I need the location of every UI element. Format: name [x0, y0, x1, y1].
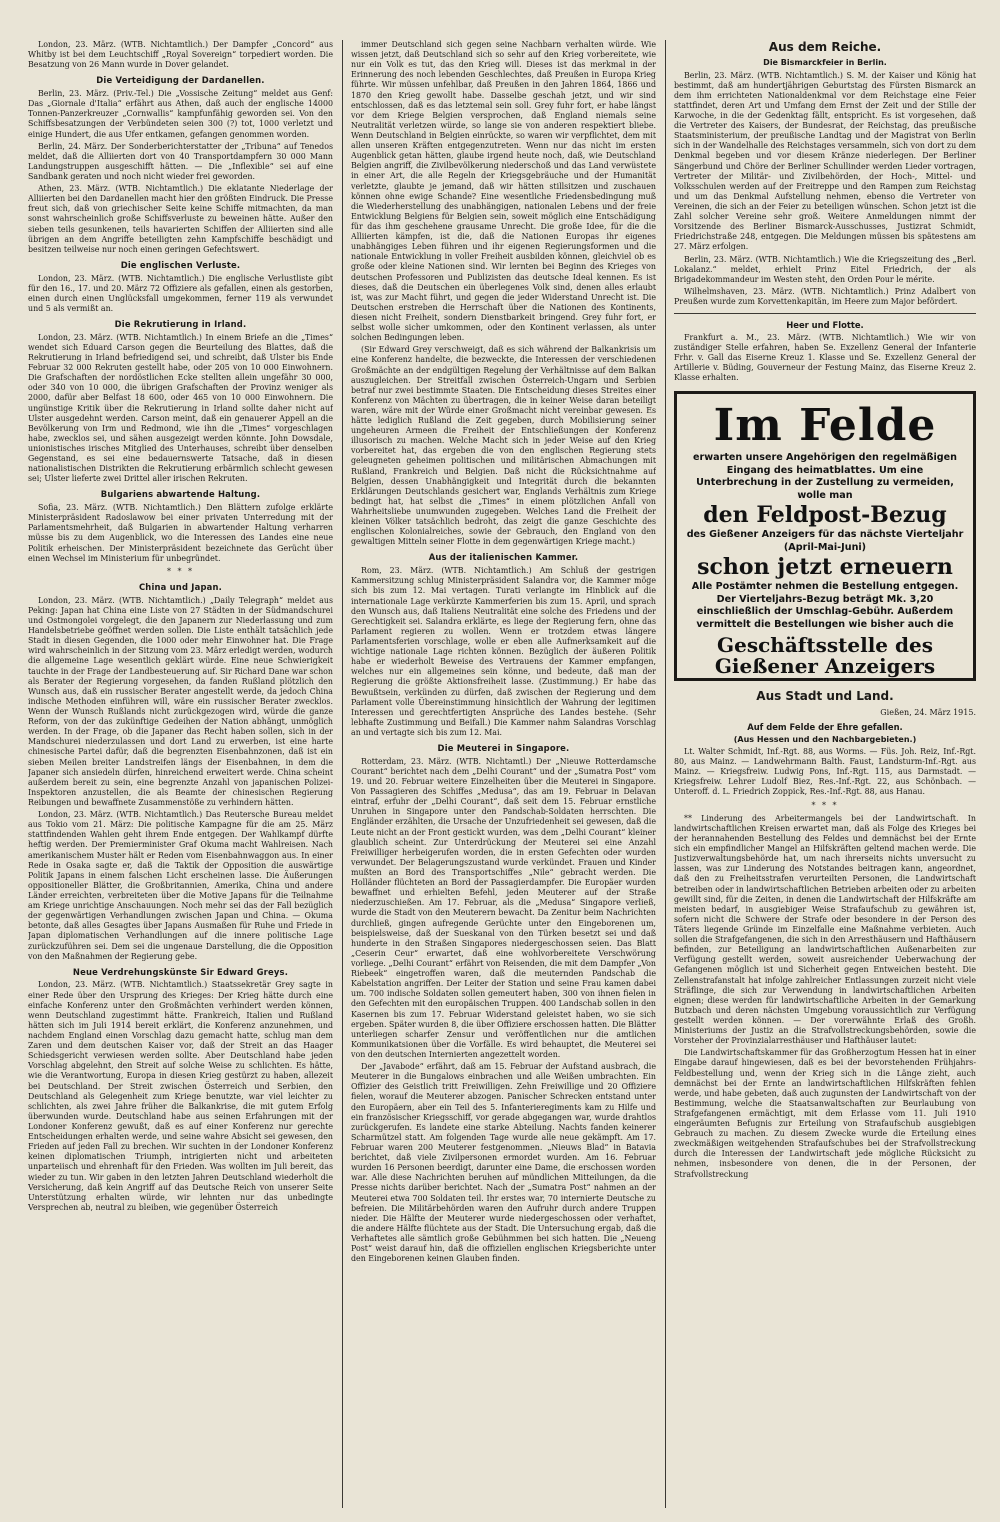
article-paragraph: Die Landwirtschaftskammer für das Großherzogtum Hessen hat in einer Eingabe darauf hingewiesen, daß es bei der bevorstehenden Frühjahrs-Feldbestellung und, wenn der Krieg sich in die Länge zieht, auch demnächst bei der Ernte an landwirtschaftlichen Hilfskräften fehlen werde, und habe gebeten, daß auch zugunsten der Landwirtschaft von der Bestimmung, welche die Staatsanwaltschaften zur Beurlaubung von Strafgefangenen ermächtigt, mit dem Erlasse vom 11. Juli 1910 eingeräumten Befugnis zur Erteilung von Strafaufschub ausgiebigen Gebrauch zu machen. Zu diesem Zwecke wurde die Erteilung eines zweckmäßigen weitgehenden Strafaufschubes bei der Strafvollstreckung durch die Interessen der Landwirtschaft jede mögliche Rücksicht zu nehmen, insbesondere von denen, die in der Personen, der Strafvollstreckung	[674, 1048, 976, 1179]
article-heading: Auf dem Felde der Ehre gefallen.	[747, 722, 903, 732]
column-1	[28, 40, 333, 1508]
article-paragraph: Rotterdam, 23. März. (WTB. Nichtamtl.) Der „Nieuwe Rotterdamsche Courant“ berichtet nach dem „Delhi Courant“ und der „Sumatra Post“ vom 19. und 20. Februar weitere Einzelheiten über die Meuterei in Singapore. Von Passagieren des Schiffes „Medusa“, das am 19. Februar in Delavan eintraf, erfuhr der „Delhi Courant“, daß seit dem 15. Februar ernstliche Unruhen in Singapore unter den Pandschab-Soldaten herrschten. Die Engländer erzählten, die Ursache der Unzufriedenheit sei gewesen, daß die Leute nicht an der Front gestickt wurden, was dem „Delhi Courant“ kleiner glaublich scheint. Zur Unterdrückung der Meuterei sei eine Anzahl Freiwilliger herbeigerufen worden, die in ersten Gefechten oder wurden verwundet. Der Belagerungszustand wurde verkündet. Frauen und Kinder mußten an Bord des Transportschiffes „Nile“ gebracht werden. Die Holländer flüchteten an Bord der Passagierdampfer. Die Europäer wurden bewaffnet und erhielten Befehl, jeden Meuterer auf der Straße niederzuschießen. Am 17. Februar, als die „Medusa“ Singapore verließ, wurde die Stadt von den Meuterern bewacht. Da Zenitur beim Nachrichten durchließ, gingen aufregende Gerüchte unter den Eingeborenen um, beispielsweise, daß der Sueskanal von den Türken besetzt sei und daß hunderte in den Straßen Singapores niedergeschossen seien. Das Blatt „Ceserin Ceur“ erwartet, daß eine wohlvorbereitete Verschwörung vorliege. „Delhi Courant“ erfährt von Reisenden, die mit dem Dampfer „Von Riebeek“ eingetroffen waren, daß die meuternden Pandschab die Kabelstation angriffen. Der Leiter der Station und seine Frau kamen dabei um. 700 indische Soldaten sollen gemeutert haben, 300 von ihnen fielen in den Gefechten mit den europäischen Truppen. 400 Landschab sollen in den Kasernen bis zum 17. Februar Widerstand geleistet haben, wo sie sich ergeben. Später wurden 8, die über Offiziere erschossen hatten. Die Blätter unterliegen scharfer Zensur und veröffentlichen nur die amtlichen Kommunikatsionen über die Vorfälle. Es wird behauptet, die Meuterei sei von den deutschen Internierten angezettelt worden.	[351, 756, 656, 1059]
article-paragraph: (Sir Edward Grey verschweigt, daß es sich während der Balkankrisis um eine Konferenz handelte, die bezweckte, die Interessen der verschiedenen Großmächte an der endgültigen Regelung der Verhältnisse auf dem Balkan auszugleichen. Der Streitfall zwischen Österreich-Ungarn und Serbien betraf nur zwei bestimmte Staaten. Die Entscheidung dieses Streites einer Konferenz von Mächten zu übertragen, die in keiner Weise daran beteiligt waren, wäre mit der Würde einer Großmacht nicht vereinbar gewesen. Es hätte lediglich Rußland die Zeit gegeben, durch Mobilisierung seiner ungeheuren Armeen die Freiheit der Entschließungen der Konferenz illusorisch zu machen. Welche Macht sich in jeder Weise auf den Krieg vorbereitet hat, das ergeben die von den englischen Regierung stets geleugneten geheimen politischen und militärischen Abmachungen mit Rußland, Frankreich und Belgien. Daß nicht die Rücksichtnahme auf Belgien, dessen Unabhängigkeit und Integrität durch die bekannten Erklärungen Deutschlands gesichert war, Englands Verhältnis zum Kriege bedingt hat, hat selbst die „Times“ in einem plötzlichen Anfall von Wahrheitsliebe unumwunden zugegeben. Welches Land die Freiheit der kleinen Völker tatsächlich bedroht, das zeigt die ganze Geschichte des englischen Kolonialreiches, sowie der Gebrauch, den England von den gewaltigen Mitteln seiner Flotte in dem gegenwärtigen Kriege macht.)	[351, 345, 656, 547]
dateline: Gießen, 24. März 1915.	[880, 707, 976, 717]
column-3	[674, 40, 976, 1508]
ad-headline: Im Felde	[713, 400, 937, 452]
article-paragraph: London, 23. März. (WTB. Nichtamtlich.) Der Dampfer „Concord“ aus Whitby ist bei dem Leuchtschiff „Royal Sovereign“ torpediert worden. Die Besatzung von 26 Mann wurde in Dover gelandet.	[28, 40, 333, 70]
ad-geschaeftsstelle: Geschäftsstelle des Gießener Anzeigers	[714, 633, 936, 679]
column-2	[351, 40, 656, 1508]
article-paragraph: London, 23. März. (WTB. Nichtamtlich.) Das Reutersche Bureau meldet aus Tokio vom 21. März: Die politische Kampagne für die am 25. März stattfindenden Wahlen geht ihrem Ende entgegen. Der Wahlkampf dürfte heftig werden. Der Premierminister Graf Okuma macht Wahlreisen. Nach amerikanischem Muster hält er Reden vom Eisenbahnwaggon aus. In einer Rede in Osaka sagte er, daß die Taktik der Opposition die auswärtige Politik Japans in einem falschen Licht erscheinen lasse. Die Äußerungen oppositioneller Blätter, die Großbritannien, Amerika, China und andere Länder erreichten, verbreiteten über die Motive Japans für die Teilnahme am Kriege unrichtige Anschauungen. Noch mehr sei das der Fall bezüglich der gegenwärtigen Verhandlungen zwischen Japan und China. — Okuma betonte, daß alles Gesagtes über Japans Ausmaßen für Ruhe und Friede in Japan diplomatischen Verhandlungen auf die innere politische Lage zurückzuführen sei. Dem sei die ungenaue Darstellung, die die Opposition von den Maßnahmen der Regierung gebe.	[28, 810, 333, 961]
column-rule-1	[342, 40, 343, 1508]
section-heer-und-flotte	[674, 320, 976, 383]
article-heading: Die englischen Verluste.	[120, 259, 241, 270]
separator-stars: * * *	[166, 566, 195, 576]
article-paragraph: Berlin, 23. März. (WTB. Nichtamtlich.) S. M. der Kaiser und König hat bestimmt, daß am hundertjährigen Geburtstag des Fürsten Bismarck an dem ihm errichteten Nationaldenkmal vor dem Reichstage eine Feier stattfindet, deren Art und Umfang dem Ernst der Zeit und der Stille der Karwoche, in die der Gedenktag fällt, entspricht. Es ist vorgesehen, daß die Vertreter des Kaisers, der Bundesrat, der Reichstag, das preußische Staatsministerium, der preußische Landtag und der Magistrat von Berlin sich in der Wandelhalle des Reichstages versammeln, sich von dort zu dem Denkmal begeben und vor diesem Kränze niederlegen. Der Berliner Sängerbund und Chöre der Berliner Schullinder werden Lieder vortragen, Vertreter der Militär- und Zivilbehörden, der Hoch-, Mittel- und Volksschulen werden auf der Freitreppe und den Rampen zum Reichstag und um das Denkmal Aufstellung nehmen, ebenso die Vertreter von Vereinen, die sich an der Feier zu beteiligen wünschen. Schon jetzt ist die Zahl solcher Vereine sehr groß. Weitere Anmeldungen nimmt der Vorsitzende des Berliner Bismarck-Ausschusses, Justizrat Schmidt, Friedrichstraße 248, entgegen. Die Meldungen müssen bis spätestens am 27. März erfolgen.	[674, 70, 976, 252]
article-subheading: (Aus Hessen und den Nachbargebieten.)	[733, 734, 917, 744]
article-paragraph: immer Deutschland sich gegen seine Nachbarn verhalten würde. Wie wissen jetzt, daß Deutschland sich so sehr auf den Krieg vorbereitete, wie nur ein Volk es tut, das den Krieg will. Dieses ist das merkmal in der Erinnerung des noch lebenden Geschlechtes, daß Preußen in Europa Krieg führte. Wir müssen unfehlbar, daß Preußen in den Jahren 1864, 1866 und 1870 den Krieg gewollt habe. Dasselbe geschah jetzt, und wir sind entschlossen, daß es das letztemal sein soll. Grey fuhr fort, er habe längst vor dem Kriege Belgien versprochen, daß England niemals seine Neutralität verletzen würde, so lange sie von anderen respektiert bliebe. Wenn Deutschland in Belgien einrückte, so waren wir verpflichtet, dem mit allen unseren Kräften entgegenzutreten. Wenn nur das nicht im ersten Augenblick getan hätten, glaube irgend heute noch, daß, wie Deutschland Belgien angriff, die Zivilbevölkerung niederschoß und das Land verwüstete in einer Art, die alle Regeln der Kriegsgebräuche und der Humanität verletzte, glaubte je jemand, daß wir hätten stillsitzen und zuschauen können ohne ewige Schande? Eine wesentliche Friedensbedingung muß die Wiederherstellung des unabhängigen, nationalen Lebens und der freie Entwicklung Belgiens für Belgien sein, soweit möglich eine Entschädigung für das ihm geschehene grausame Unrecht. Die große Idee, für die die Alliierten kämpfen, ist die, daß die Nationen Europas ihr eigenes unabhängiges Leben führen und ihr eigenen Regierungsformen und die nationale Entwicklung in voller Freiheit ausbilden können, gleichviel ob es große oder kleine Nationen sind. Wir lernten bei Beginn des Krieges von deutschen Professoren und Publizisten das deutsche Ideal kennen. Es ist dieses, daß die Deutschen ein überlegenes Volk sind, denen alles erlaubt ist, was zur Macht führt, und gegen die jeder Widerstand Unrecht ist. Die Deutschen erstreben die Herrschaft über die Nationen des Kontinents, diesen nicht Freiheit, sondern Dienstbarkeit bringend. Grey fuhr fort, er selbst wolle sicher umkommen, oder den Kontinent verlassen, als unter solchen Bedingungen leben.	[351, 40, 656, 343]
section-heading: Aus Stadt und Land.	[756, 689, 894, 704]
column-rule-2	[665, 40, 666, 1508]
article-heading: Heer und Flotte.	[786, 320, 864, 331]
article-heading: Neue Verdrehungskünste Sir Edward Greys.	[72, 966, 289, 977]
section-aus-stadt-und-land	[674, 689, 976, 1179]
article-heading: Bulgariens abwartende Haltung.	[100, 489, 261, 500]
article-paragraph: Der „Javabode“ erfährt, daß am 15. Februar der Aufstand ausbrach, die Meuterer in die Bungalows einbrachen und alle Weißen umbrachten. Ein Offizier des Geistlich tritt Freiwilligen. Zehn Freiwillige und 20 Offiziere fielen, worauf die Meuterer abzogen. Panischer Schrecken entstand unter den Europäern, aber ein Teil des 5. Infanterieregiments kam zu Hilfe und ein französischer Kriegsschiff, vor gerade abgegangen war, wurde drahtlos zurückgerufen. Es landete eine starke Abteilung. Nachts fanden keinerer Scharmützel statt. Am folgenden Tage wurde alle neue gekämpft. Am 17. Februar waren 200 Meuterer festgenommen. „Nieuws Blad“ in Batavia berichtet, daß viele Zivilpersonen ermordet wurden. Am 16. Februar wurden 16 Personen beerdigt, darunter eine Dame, die erschossen worden war. Alle diese Nachrichten beruhen auf mündlichen Mitteilungen, da die Presse nichts darüber berichtet. Nach der „Sumatra Post“ nahmen an der Meuterei etwa 700 Soldaten teil. Ihr erstes war, 70 internierte Deutsche zu befreien. Die Militärbehörden waren den Aufruhr durch andere Truppen nieder. Die Hälfte der Meuterer wurde niedergeschossen oder verhaftet, die andere Hälfte flüchtete aus der Stadt. Die Untersuchung ergab, daß die Verhaftetes alle sämtlich große Gebühmmen bei sich hatten. Die „Neueng Post“ weist darauf hin, daß die offiziellen englischen Kriegsberichte unter den Eingeborenen keinen Glauben finden.	[351, 1062, 656, 1264]
article-heading: Aus der italienischen Kammer.	[428, 552, 579, 563]
article-paragraph: Berlin, 23. März. (Priv.-Tel.) Die „Vossische Zeitung“ meldet aus Genf: Das „Giornale d'Italia“ erfährt aus Athen, daß auch der englische 14000 Tonnen-Panzerkreuzer „Cornwallis“ kampfunfähig geworden sei. Von den Schiffsbesatzungen der Verbündeten seien 300 (?) tot, 1000 verletzt und einige Hundert, die aus Ufer entkamen, gefangen genommen worden.	[28, 89, 333, 139]
article-paragraph: London, 23. März. (WTB. Nichtamtlich.) „Daily Telegraph“ meldet aus Peking: Japan hat China eine Liste von 27 Städten in der Südmandschurei und Ostmongolei vorgelegt, die den Japanern zur Niederlassung und zum Handelsbetriebe geöffnet werden sollen. Die Liste enthält tatsächlich jede Stadt in diesen Gegenden, die 1000 oder mehr Einwohner hat. Die Frage wird wahrscheinlich in der Sitzung vom 23. März erledigt werden, wodurch die allgemeine Lage wesentlich geklärt würde. Eine neue Schwierigkeit tauchte in der Frage der Landbesteuerung auf. Sir Richard Dane war schon als Berater der Regierung vorgesehen, da fanden Rußland plötzlich den Wunsch aus, daß ein russischer Berater angestellt werde, da jedoch China indische Methoden einführen will, wäre ein russischer Berater zwecklos. Wenn der Wunsch Rußlands nicht zurückgezogen wird, würde die ganze Reform, von der das zukünftige Gedeihen der Nation abhängt, unmöglich werden. In der Frage, ob die Japaner das Recht haben sollen, sich in der Mandschurei niederzulassen und dort Land zu erwerben, ist eine harte chinesische Partei dafür, daß die begrenzten Eisenbahnzonen, daß ist ein sieben Meilen breiter Landstreifen längs der Eisenbahnen, in dem die Japaner sich ansiedeln dürfen, hinreichend erweitert werde. China scheint außerdem bereit zu sein, eine begrenzte Anzahl von japanischen Polizei-Inspektoren anzustellen, die als Beamte der chinesischen Regierung Reibungen und bewaffnete Zusammenstöße zu verhindern hätten.	[28, 595, 333, 807]
section-heading: Aus dem Reiche.	[768, 40, 882, 54]
article-paragraph: London, 23. März. (WTB. Nichtamtlich.) In einem Briefe an die „Times“ wendet sich Eduard Carson gegen die Beurteilung des Blattes, daß die Rekrutierung in Irland befriedigend sei, und schreibt, daß Ulster bis Ende Februar 32 000 Rekruten gestellt habe, oder 205 von 10 000 Einwohnern. Die Grafschaften der nordöstlichen Ecke stellten allein ungefähr 30 000, oder 340 von 10 000, die übrigen Grafschaften der Provinz weniger als 2000, dafür aber Belfast 18 600, oder 465 von 10 000 Einwohnern. Die ungünstige Kritik über die Rekrutierung in Irland sollte daher nicht auf Ulster ausgedehnt werden. Carson meint, daß ein genauerer Appell an die Bevölkerung von Irm und Redmond, wie ihn die „Times“ vorgeschlagen habe, zwecklos sei, und sähen ausgezeigt werden könnte. John Dowsdale, unionistisches irisches Mitglied des Unterhauses, schreibt über denselben Gegenstand, es sei eine bedauernswerte Tatsache, daß in diesen nationalistischen Distrikten die Rekrutierung erbärmlich schlecht gewesen sei; Ulster lieferte zwei Drittel aller irischen Rekruten.	[28, 332, 333, 484]
article-subheading: Die Bismarckfeier in Berlin.	[763, 58, 887, 68]
article-paragraph: Berlin, 23. März. (WTB. Nichtamtlich.) Wie die Kriegszeitung des „Berl. Lokalanz.“ meldet, erhielt Prinz Eitel Friedrich, der als Brigadekommandeur im Westen steht, den Orden Pour le mérite.	[674, 254, 976, 284]
ad-feldpost-bezug: den Feldpost-Bezug	[703, 502, 947, 529]
article-paragraph: Rom, 23. März. (WTB. Nichtamtlich.) Am Schluß der gestrigen Kammersitzung schlug Ministerpräsident Salandra vor, die Kammer möge sich bis zum 12. Mai vertagen. Turati verlangte im Hinblick auf die internationale Lage verkürzte Kammerferien bis zum 15. April, und sprach den Wunsch aus, daß Italiens Neutralität eine solche des Friedens und der Gerechtigkeit sei. Salandra erklärte, es liege der Regierung fern, ohne das Parlament regieren zu wollen. Wenn er trotzdem etwas längere Parlamentsferien vorschlage, wolle er eben alle Aufmerksamkeit auf die wichtige nationale Lage richten können. Bezüglich der äußeren Politik habe er wiederholt Beweise des Vertrauens der Kammer empfangen, welches nur ein allgemeines sein könne, und bedeute, daß man der Regierung die größte Aktionsfreiheit lasse. (Zustimmung.) Er habe das Bewußtsein, verkünden zu dürfen, daß zwischen der Regierung und dem Parlament volle Übereinstimmung hinsichtlich der Wahrung der legitimen Interessen und gerechtfertigten Ansprüche des Landes bestehe. (Sehr lebhafte Zustimmung und Beifall.) Die Kammer nahm Salandras Vorschlag an und vertagte sich bis zum 12. Mai.	[351, 566, 656, 737]
article-paragraph: Lt. Walter Schmidt, Inf.-Rgt. 88, aus Worms. — Füs. Joh. Reiz, Inf.-Rgt. 80, aus Mainz. — Landwehrmann Balth. Faust, Landsturm-Inf.-Rgt. aus Mainz. — Kriegsfreiw. Ludwig Pons, Inf.-Rgt. 115, aus Darmstadt. — Kriegsfreiw. Lehrer Ludolf Biez, Res.-Inf.-Rgt. 22, aus Schönbach. — Unteroff. d. L. Friedrich Zoppick, Res.-Inf.-Rgt. 88, aus Hanau.	[674, 746, 976, 797]
ad-schon-jetzt: schon jetzt erneuern	[697, 554, 953, 581]
article-paragraph: Sofia, 23. März. (WTB. Nichtamtlich.) Den Blättern zufolge erklärte Ministerpräsident Radoslawow bei einer privaten Unterredung mit der Parlamentsmehrheit, daß Bulgarien in abwartender Haltung verharren müsse bis zu dem Augenblick, wo die Interessen des Landes eine neue Politik erheischen. Der Ministerpräsident bezeichnete das Gerücht über einen Wechsel im Ministerium für unbegründet.	[28, 503, 333, 563]
article-paragraph: Athen, 23. März. (WTB. Nichtamtlich.) Die eklatante Niederlage der Alliierten bei den Dardanellen macht hier den größten Eindruck. Die Presse freut sich, daß von griechischer Seite keine Schiffe mitmachten, da man sonst wahrscheinlich große Schiffsverluste zu beweinen hätte. Außer den sieben teils gesunkenen, teils havarierten Schiffen der Alliierten sind alle übrigen an dem Angriffe beteiligten zehn Kampfschiffe beschädigt und besitzen teilweise nur noch einen geringen Gefechtswert.	[28, 184, 333, 254]
article-paragraph: ** Linderung des Arbeitermangels bei der Landwirtschaft. In landwirtschaftlichen Kreisen erwartet man, daß als Folge des Krieges bei der herannahenden Bestellung des Feldes und demnächst bei der Ernte sich ein empfindlicher Mangel an Hilfskräften geltend machen werde. Die Justizverwaltungsbehörde hat, um nach ihrerseits nichts unversucht zu lassen, was zur Linderung des Notstandes beitragen kann, angeordnet, daß den zu Freiheitsstrafen verurteilten Personen, die Landwirtschaft betreiben oder in landwirtschaftlichen Betrieben arbeiten oder zu arbeiten gewillt sind, für die Zeiten, in denen die Landwirtschaft der Hilfskräfte am meisten bedarf, in ausgiebiger Weise Strafaufschub zu gewähren ist, sofern nicht die Schwere der Strafe oder besondere in der Person des Täters liegende Gründe im Einzelfalle eine Maßnahme verbieten. Auch sollen die Strafgefangenen, die sich in den Arresthäusern und Hafthäusern befinden, zur Beteiligung an landwirtschaftlichen Außenarbeiten zur Verfügung gestellt werden, soweit ausreichender Ueberwachung der Gefangenen möglich ist und Sicherheit gegen Entweichen besteht. Die Zellenstrafanstalt hat infolge zahlreicher Entlassungen zurzeit nicht viele Sträflinge, die sich zur Verwendung in landwirtschaftlichen Arbeiten eignen; diese werden für landwirtschaftliche Arbeiten in der Gemarkung Butzbach und deren nächsten Umgebung voraussichtlich zur Verfügung gestellt werden können. — Der vorerwähnte Erlaß des Großh. Ministeriums der Justiz an die Strafvollstreckungsbehörden, sowie die Vorsteher der Provinzialarresthäuser und Hafthäuser lautet:	[674, 813, 976, 1046]
article-heading: Die Rekrutierung in Irland.	[114, 319, 247, 330]
article-heading: Die Meuterei in Singapore.	[437, 743, 570, 754]
section-aus-dem-reiche	[674, 40, 976, 307]
article-paragraph: Frankfurt a. M., 23. März. (WTB. Nichtamtlich.) Wie wir von zuständiger Stelle erfahren, haben Se. Exzellenz General der Infanterie Frhr. v. Gall das Eiserne Kreuz 1. Klasse und Se. Exzellenz General der Artillerie v. Büding, Gouverneur der Festung Mainz, das Eiserne Kreuz 2. Klasse erhalten.	[674, 332, 976, 383]
feldpost-advertisement	[674, 391, 976, 681]
article-heading: Die Verteidigung der Dardanellen.	[96, 75, 265, 86]
divider	[674, 313, 976, 314]
ad-text-3: Alle Postämter nehmen die Bestellung entgegen. Der Vierteljahrs-Bezug beträgt Mk. 3,20 einschließlich der Umschlag-Gebühr. Außerdem vermittelt die Bestellungen wie bisher auch die	[691, 581, 959, 630]
ad-text-1: erwarten unsere Angehörigen den regelmäßigen Eingang des heimatblattes. Um eine Unterbrechung in der Zustellung zu vermeiden, wolle man	[693, 452, 957, 501]
separator-stars: * * *	[811, 800, 839, 810]
article-paragraph: Berlin, 24. März. Der Sonderberichterstatter der „Tribuna“ auf Tenedos meldet, daß die Alliierten dort von 40 Transportdampfern 30 000 Mann Landungstruppen ausgeschifft hätten. — Die „Inflexible“ sei auf eine Sandbank geraten und noch nicht wieder frei geworden.	[28, 141, 333, 181]
ad-text-2: des Gießener Anzeigers für das nächste Vierteljahr (April-Mai-Juni)	[686, 529, 964, 553]
article-paragraph: Wilhelmshaven, 23. März. (WTB. Nichtamtlich.) Prinz Adalbert von Preußen wurde zum Korvettenkapitän, im Heere zum Major befördert.	[674, 286, 976, 306]
article-paragraph: London, 23. März. (WTB. Nichtamtlich.) Die englische Verlustliste gibt für den 16., 17. und 20. März 72 Offiziere als gefallen, einen als gestorben, einen durch einen Unglücksfall umgekommen, ferner 119 als verwundet und 5 als vermißt an.	[28, 273, 333, 313]
article-heading: China und Japan.	[138, 582, 223, 593]
article-paragraph: London, 23. März. (WTB. Nichtamtlich.) Staatssekretär Grey sagte in einer Rede über den Ursprung des Krieges: Der Krieg hätte durch eine einfache Konferenz unter den Großmächten verhindert werden können, wenn Deutschland zugestimmt hätte. Frankreich, Italien und Rußland hätten sich im Juli 1914 bereit erklärt, die Konferenz anzunehmen, und nachdem England einen Vorschlag dazu gemacht hatte, schlug man dem Zaren und dem deutschen Kaiser vor, daß der Streit an das Haager Schiedsgericht verwiesen werden sollte. Aber Deutschland habe jeden Vorschlag abgelehnt, den Streit auf solche Weise zu schlichten. Es hätte, wie die Verantwortung, Europa in diesen Krieg gestürzt zu haben, allezeit bei Deutschland. Der Streit zwischen Österreich und Serbien, den Deutschland als Gelegenheit zum Kriege benutzte, war viel leichter zu schlichten, als zwei Jahre früher die Balkankrise, die mit gutem Erfolg überwunden wurde. Deutschland habe aus seinen Erfahrungen mit der Londoner Konferenz gewußt, daß es auf einer Konferenz nur gerechte Entscheidungen erhalten werde, und seine wahre Absicht sei gewesen, den Frieden auf jeden Fall zu brechen. Wir suchten in der Londoner Konferenz keinen diplomatischen Triumph, intrigierten nicht und arbeiteten unparteiisch und ehrenhaft für den Frieden. Was wollten im Juli bereit, das wieder zu tun. Wir gaben in den letzten Jahren Deutschland wiederholt die Versicherung, daß kein Angriff auf das Deutsche Reich von unserer Seite Unterstützung erhalten würde, wir lehnten nur das unbedingte Versprechen ab, neutral zu bleiben, wie gegenüber Österreich	[28, 980, 333, 1212]
